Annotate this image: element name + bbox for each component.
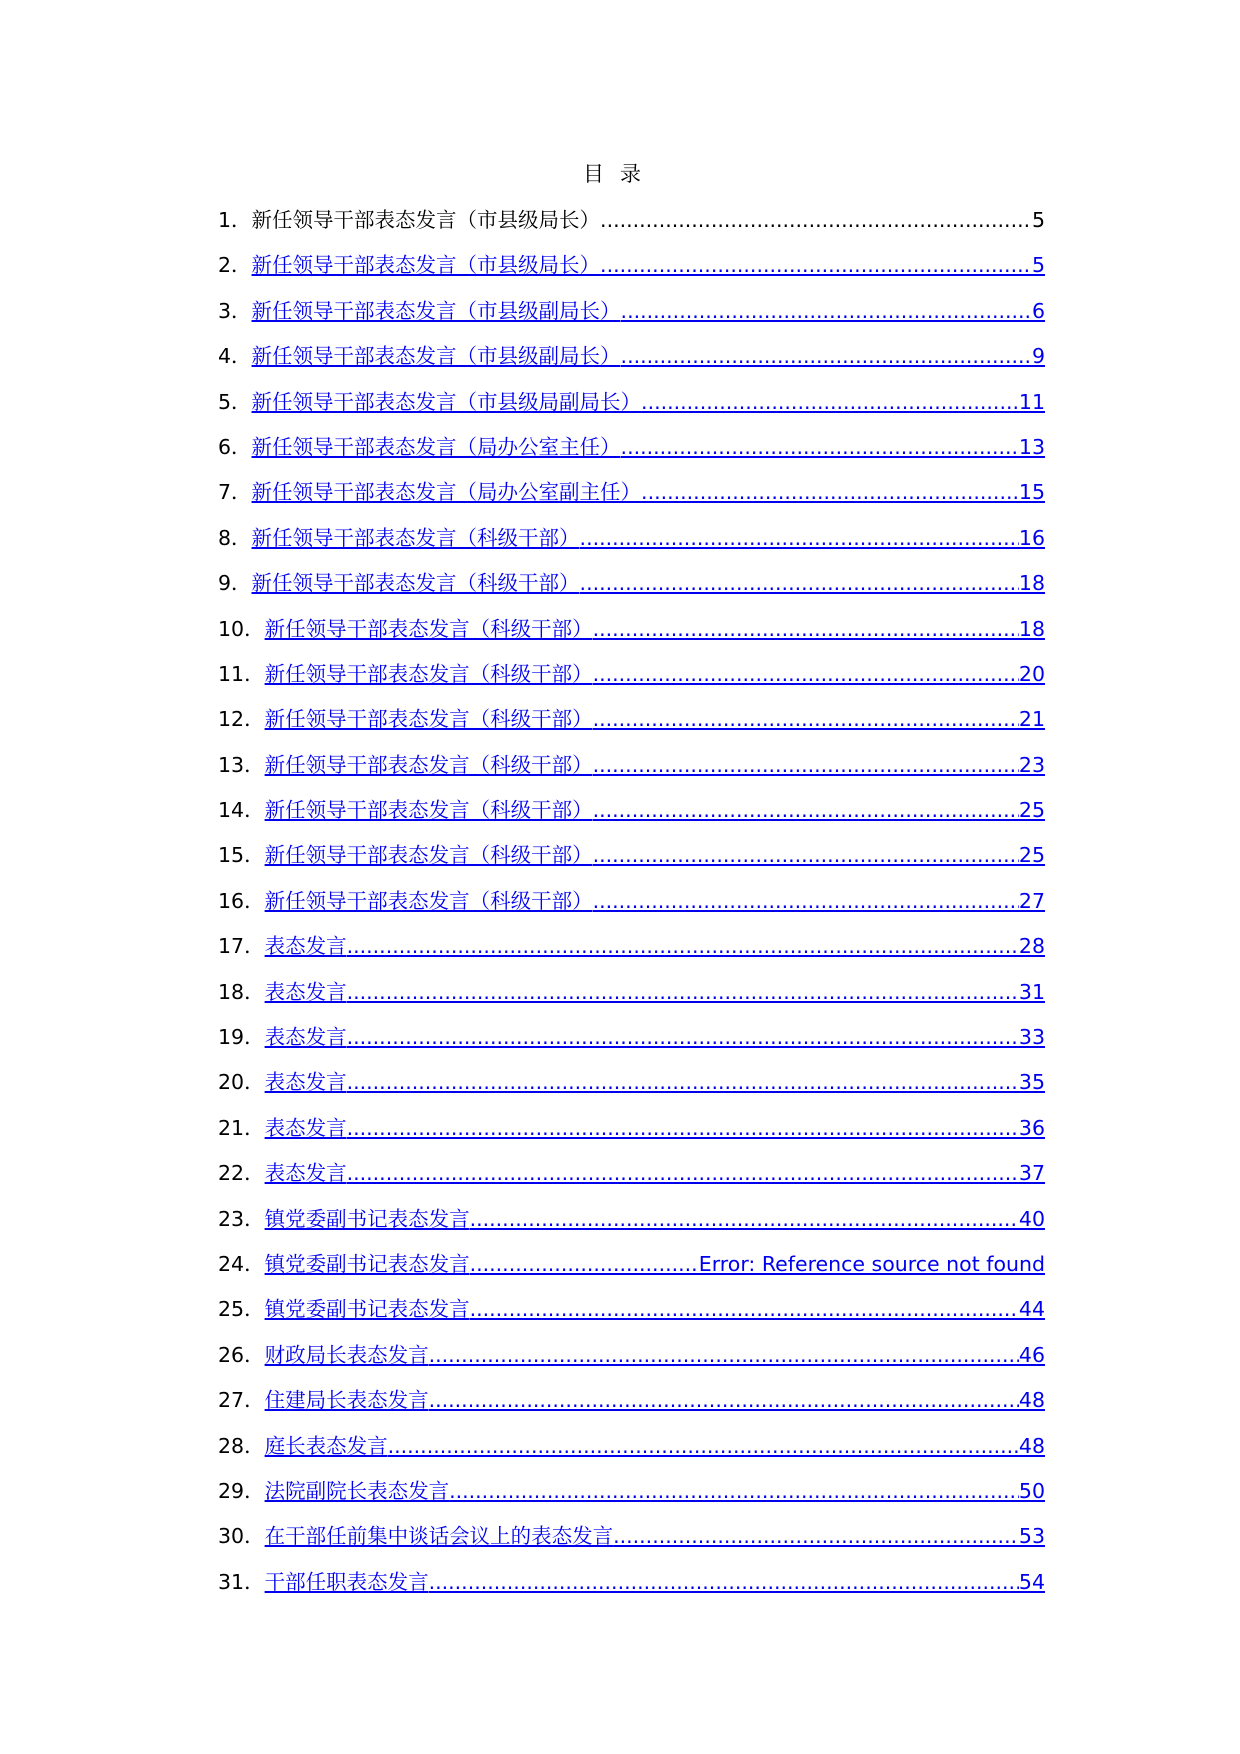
toc-entry-label: 新任领导干部表态发言（市县级局长） (251, 208, 601, 232)
toc-entry-number: 9． (218, 571, 252, 596)
dot-leader (470, 1294, 1019, 1324)
toc-entry-label: 新任领导干部表态发言（市县级局长） (251, 253, 601, 278)
dot-leader (347, 1022, 1019, 1052)
toc-entry (218, 1294, 1045, 1339)
toc-entry (218, 523, 1045, 568)
toc-entry (218, 1249, 1045, 1294)
toc-entry-page: 28 (1018, 934, 1045, 959)
toc-entry (218, 750, 1045, 795)
dot-leader (621, 296, 1032, 326)
toc-entry-label: 在干部任前集中谈话会议上的表态发言 (264, 1524, 614, 1549)
toc-entry (218, 704, 1045, 749)
toc-entry-page: 31 (1018, 979, 1045, 1004)
toc-entry-label: 财政局长表态发言 (264, 1342, 429, 1367)
toc-list (218, 205, 1045, 1612)
toc-entry-link[interactable] (265, 1431, 1045, 1461)
toc-entry-link[interactable] (252, 205, 1045, 235)
toc-entry-link[interactable] (252, 477, 1045, 507)
toc-entry-link[interactable] (265, 1567, 1045, 1597)
toc-entry-number: 1． (218, 208, 252, 232)
toc-entry-link[interactable] (265, 1022, 1045, 1052)
toc-entry (218, 1158, 1045, 1203)
dot-leader (429, 1340, 1019, 1370)
toc-entry-label: 新任领导干部表态发言（市县级副局长） (251, 298, 621, 323)
toc-entry (218, 1204, 1045, 1249)
toc-entry (218, 1567, 1045, 1612)
toc-entry (218, 977, 1045, 1022)
toc-entry-number: 25． (218, 1297, 265, 1322)
toc-entry (218, 432, 1045, 477)
toc-entry-link[interactable] (252, 387, 1045, 417)
toc-entry-page: 25 (1018, 843, 1045, 868)
toc-entry (218, 614, 1045, 659)
toc-entry-link[interactable] (265, 1385, 1045, 1415)
dot-leader (613, 1521, 1019, 1551)
toc-entry-number: 13． (218, 752, 265, 777)
toc-entry-link[interactable] (265, 795, 1045, 825)
dot-leader (347, 1158, 1019, 1188)
toc-entry-label: 新任领导干部表态发言（局办公室主任） (251, 434, 621, 459)
toc-entry-page: 50 (1018, 1478, 1045, 1503)
toc-entry-number: 2． (218, 253, 252, 278)
toc-entry-page: 36 (1018, 1115, 1045, 1140)
dot-leader (429, 1567, 1019, 1597)
toc-entry-number: 16． (218, 888, 265, 913)
toc-entry-page: 48 (1018, 1433, 1045, 1458)
toc-entry-label: 新任领导干部表态发言（局办公室副主任） (251, 480, 642, 505)
toc-entry-link[interactable] (265, 614, 1045, 644)
toc-entry-number: 4． (218, 344, 252, 369)
toc-entry (218, 341, 1045, 386)
toc-entry-label: 新任领导干部表态发言（科级干部） (264, 752, 593, 777)
toc-entry-label: 法院副院长表态发言 (264, 1478, 450, 1503)
toc-entry-label: 表态发言 (264, 1115, 347, 1140)
dot-leader (580, 568, 1019, 598)
toc-entry-page: 37 (1018, 1161, 1045, 1186)
toc-entry-page: 23 (1018, 752, 1045, 777)
toc-entry-number: 20． (218, 1070, 265, 1095)
toc-entry-link[interactable] (265, 704, 1045, 734)
toc-entry-link[interactable] (265, 1294, 1045, 1324)
toc-entry (218, 477, 1045, 522)
toc-entry-number: 7． (218, 480, 252, 505)
toc-entry (218, 1431, 1045, 1476)
toc-entry-number: 28． (218, 1433, 265, 1458)
toc-entry-number: 5． (218, 389, 252, 414)
toc-entry-number: 29． (218, 1478, 265, 1503)
toc-entry-page: 6 (1031, 298, 1045, 323)
toc-entry (218, 1067, 1045, 1112)
dot-leader (641, 477, 1019, 507)
dot-leader (429, 1385, 1019, 1415)
toc-entry-link[interactable] (265, 1476, 1045, 1506)
dot-leader (593, 886, 1019, 916)
toc-entry-link[interactable] (252, 568, 1045, 598)
toc-entry-link[interactable] (265, 1521, 1045, 1551)
toc-entry-label: 新任领导干部表态发言（市县级局副局长） (251, 389, 642, 414)
toc-entry-page: 33 (1018, 1025, 1045, 1050)
dot-leader (600, 205, 1032, 235)
toc-entry (218, 659, 1045, 704)
toc-entry-page: 18 (1018, 571, 1045, 596)
toc-entry-page: 21 (1018, 707, 1045, 732)
toc-entry-number: 30． (218, 1524, 265, 1549)
toc-entry-page: 15 (1018, 480, 1045, 505)
toc-entry-number: 15． (218, 843, 265, 868)
toc-entry-number: 31． (218, 1569, 265, 1594)
dot-leader (470, 1204, 1019, 1234)
toc-entry-label: 新任领导干部表态发言（科级干部） (264, 661, 593, 686)
toc-entry-page: 46 (1018, 1342, 1045, 1367)
dot-leader (347, 977, 1019, 1007)
toc-entry-link[interactable] (265, 1113, 1045, 1143)
toc-entry-label: 表态发言 (264, 1025, 347, 1050)
dot-leader (593, 750, 1019, 780)
toc-entry-link[interactable] (265, 1204, 1045, 1234)
toc-entry-label: 表态发言 (264, 1070, 347, 1095)
toc-entry-link[interactable] (265, 1340, 1045, 1370)
toc-title: 目录 (583, 162, 657, 186)
toc-entry-page: 18 (1018, 616, 1045, 641)
toc-entry-link[interactable] (252, 341, 1045, 371)
toc-entry-number: 26． (218, 1342, 265, 1367)
toc-entry-link[interactable] (252, 250, 1045, 280)
dot-leader (593, 704, 1019, 734)
toc-entry-page: 13 (1018, 434, 1045, 459)
toc-entry-page: 20 (1018, 661, 1045, 686)
toc-entry (218, 1521, 1045, 1566)
toc-entry-link[interactable] (265, 840, 1045, 870)
toc-entry-link[interactable] (265, 931, 1045, 961)
toc-entry-link[interactable] (265, 750, 1045, 780)
toc-entry-number: 6． (218, 434, 252, 459)
toc-entry-page: 54 (1018, 1569, 1045, 1594)
toc-entry-label: 新任领导干部表态发言（科级干部） (264, 798, 593, 823)
toc-entry-label: 表态发言 (264, 979, 347, 1004)
toc-entry-page: 5 (1031, 253, 1045, 278)
toc-entry-number: 24． (218, 1251, 265, 1276)
toc-entry-label: 镇党委副书记表态发言 (264, 1206, 470, 1231)
dot-leader (593, 659, 1019, 689)
dot-leader (621, 432, 1019, 462)
toc-entry (218, 931, 1045, 976)
dot-leader (388, 1431, 1019, 1461)
dot-leader (593, 795, 1019, 825)
toc-entry-page: 5 (1031, 208, 1045, 232)
toc-entry-number: 12． (218, 707, 265, 732)
toc-entry (218, 1022, 1045, 1067)
toc-entry-link[interactable] (265, 1067, 1045, 1097)
dot-leader (449, 1476, 1019, 1506)
toc-entry-label: 干部任职表态发言 (264, 1569, 429, 1594)
toc-entry-number: 3． (218, 298, 252, 323)
toc-entry-page: 11 (1018, 389, 1045, 414)
toc-entry-number: 17． (218, 934, 265, 959)
toc-entry (218, 568, 1045, 613)
toc-entry-label: 庭长表态发言 (264, 1433, 388, 1458)
toc-entry-number: 11． (218, 661, 265, 686)
toc-entry-label: 新任领导干部表态发言（市县级副局长） (251, 344, 621, 369)
toc-entry-label: 新任领导干部表态发言（科级干部） (251, 571, 580, 596)
dot-leader (593, 840, 1019, 870)
toc-entry-number: 10． (218, 616, 265, 641)
toc-entry-label: 镇党委副书记表态发言 (264, 1251, 470, 1276)
dot-leader (347, 1113, 1019, 1143)
toc-entry (218, 250, 1045, 295)
toc-entry (218, 1476, 1045, 1521)
toc-entry (218, 795, 1045, 840)
toc-entry-link[interactable] (265, 886, 1045, 916)
toc-entry-number: 14． (218, 798, 265, 823)
toc-entry-number: 19． (218, 1025, 265, 1050)
dot-leader (593, 614, 1019, 644)
dot-leader (580, 523, 1019, 553)
toc-entry-page: 35 (1018, 1070, 1045, 1095)
toc-entry-link[interactable] (265, 659, 1045, 689)
toc-entry-link[interactable] (265, 1249, 1045, 1279)
toc-entry-link[interactable] (252, 296, 1045, 326)
toc-entry-link[interactable] (265, 977, 1045, 1007)
toc-entry-label: 住建局长表态发言 (264, 1388, 429, 1413)
dot-leader (641, 387, 1019, 417)
dot-leader (347, 1067, 1019, 1097)
toc-entry (218, 1340, 1045, 1385)
dot-leader (347, 931, 1019, 961)
toc-entry-label: 镇党委副书记表态发言 (264, 1297, 470, 1322)
toc-entry-label: 表态发言 (264, 1161, 347, 1186)
toc-entry-number: 21． (218, 1115, 265, 1140)
toc-entry (218, 296, 1045, 341)
toc-entry (218, 840, 1045, 885)
toc-entry-page: 44 (1018, 1297, 1045, 1322)
toc-entry-number: 23． (218, 1206, 265, 1231)
toc-entry-number: 27． (218, 1388, 265, 1413)
toc-entry (218, 1113, 1045, 1158)
toc-entry (218, 1385, 1045, 1430)
toc-entry-label: 新任领导干部表态发言（科级干部） (264, 843, 593, 868)
toc-entry-label: 新任领导干部表态发言（科级干部） (264, 707, 593, 732)
toc-entry (218, 387, 1045, 432)
toc-entry-link[interactable] (252, 523, 1045, 553)
toc-entry-page: 9 (1031, 344, 1045, 369)
toc-entry-number: 22． (218, 1161, 265, 1186)
toc-entry-page: 40 (1018, 1206, 1045, 1231)
dot-leader (470, 1249, 699, 1279)
toc-entry-label: 新任领导干部表态发言（科级干部） (264, 888, 593, 913)
toc-entry-label: 表态发言 (264, 934, 347, 959)
toc-entry-page: 16 (1018, 525, 1045, 550)
toc-entry-number: 8． (218, 525, 252, 550)
toc-entry-page: Error: Reference source not found (698, 1251, 1045, 1276)
toc-entry-page: 53 (1018, 1524, 1045, 1549)
toc-entry-page: 27 (1018, 888, 1045, 913)
toc-entry-number: 18． (218, 979, 265, 1004)
toc-entry-page: 25 (1018, 798, 1045, 823)
toc-entry-page: 48 (1018, 1388, 1045, 1413)
dot-leader (600, 250, 1032, 280)
toc-entry (218, 886, 1045, 931)
toc-entry-label: 新任领导干部表态发言（科级干部） (264, 616, 593, 641)
toc-entry-link[interactable] (252, 432, 1045, 462)
toc-entry (218, 205, 1045, 250)
toc-entry-link[interactable] (265, 1158, 1045, 1188)
toc-entry-label: 新任领导干部表态发言（科级干部） (251, 525, 580, 550)
dot-leader (621, 341, 1032, 371)
